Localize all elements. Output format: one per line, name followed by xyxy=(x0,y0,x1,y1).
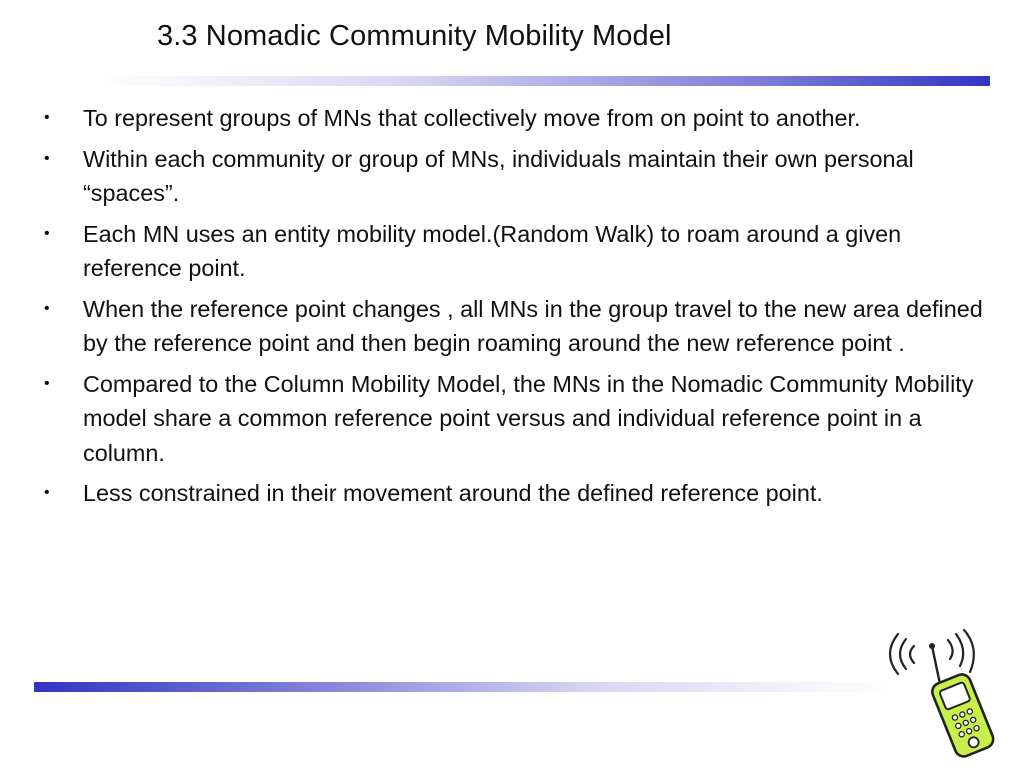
top-gradient-rule xyxy=(100,76,990,86)
bullet-text: Within each community or group of MNs, individuals maintain their own personal “spaces”. xyxy=(83,145,914,206)
slide-title: 3.3 Nomadic Community Mobility Model xyxy=(157,20,672,52)
bullet-dot: • xyxy=(44,299,50,317)
bullet-text: Each MN uses an entity mobility model.(Random Walk) to roam around a given reference point. xyxy=(83,220,902,281)
bullet-dot: • xyxy=(44,109,50,126)
bullet-dot: • xyxy=(44,149,50,167)
bullet-text: Compared to the Column Mobility Model, the MNs in the Nomadic Community Mobility model share a common reference point versus and individual reference point in a column. xyxy=(83,370,974,466)
bullet-dot: • xyxy=(44,374,50,392)
bullet-item xyxy=(44,367,989,471)
mobile-phone-signal-icon xyxy=(880,626,1010,761)
bullet-dot: • xyxy=(44,484,50,501)
bottom-gradient-rule xyxy=(34,682,890,692)
bullet-list xyxy=(44,101,989,517)
bullet-dot: • xyxy=(44,224,50,242)
bullet-item xyxy=(44,217,989,286)
bullet-text: Less constrained in their movement around the defined reference point. xyxy=(83,480,823,506)
bullet-item xyxy=(44,476,989,511)
bullet-text: When the reference point changes , all MNs in the group travel to the new area defined by the reference point and then begin roaming around the new reference point . xyxy=(83,295,983,356)
bullet-item xyxy=(44,101,989,136)
bullet-item xyxy=(44,142,989,211)
bullet-item xyxy=(44,292,989,361)
bullet-text: To represent groups of MNs that collectively move from on point to another. xyxy=(83,105,861,131)
